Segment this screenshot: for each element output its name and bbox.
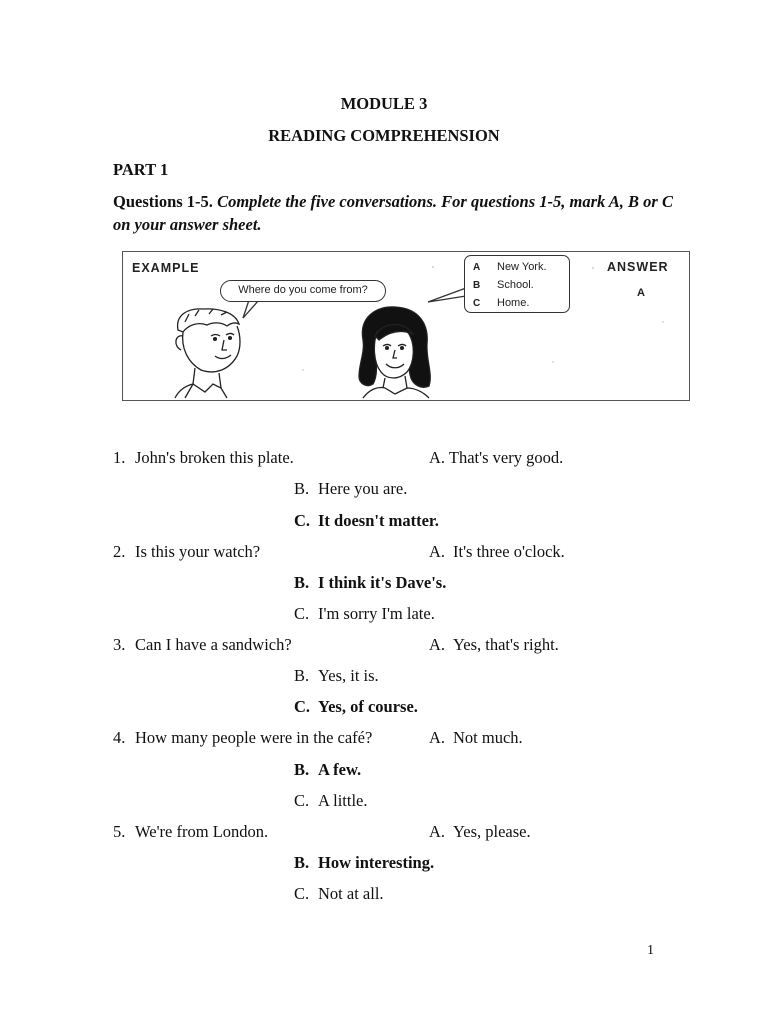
example-illustration	[123, 252, 689, 400]
option-letter: B.	[294, 573, 310, 592]
option-letter: A.	[429, 635, 446, 654]
option-text: That's very good.	[448, 448, 564, 467]
question-2	[113, 542, 260, 562]
example-choice-letter: A	[473, 262, 481, 273]
question-prompt: John's broken this plate.	[135, 448, 294, 467]
girl-figure	[359, 307, 430, 398]
example-choice-text: School.	[497, 279, 534, 291]
example-choice-c	[473, 297, 529, 309]
speech-bubble: Where do you come from?	[220, 280, 386, 302]
option-text: Yes, that's right.	[453, 635, 559, 654]
question-number: 1.	[113, 448, 126, 467]
boy-figure	[175, 309, 240, 398]
option-letter: B.	[294, 760, 310, 779]
example-choice-a	[473, 261, 547, 273]
option-letter: A.	[429, 728, 446, 747]
option-letter: C.	[294, 791, 310, 810]
question-4	[113, 728, 372, 748]
question-prompt: Can I have a sandwich?	[135, 635, 292, 654]
question-number: 4.	[113, 728, 126, 747]
option-text: Not at all.	[318, 884, 384, 903]
answer-label: ANSWER	[607, 260, 669, 274]
option-letter: A.	[429, 448, 446, 467]
example-choice-text: Home.	[497, 297, 530, 309]
option-1a	[429, 448, 563, 468]
option-text: It doesn't matter.	[318, 511, 439, 530]
option-text: A few.	[318, 760, 362, 779]
question-prompt: Is this your watch?	[135, 542, 261, 561]
option-letter: C.	[294, 604, 310, 623]
option-2c	[294, 604, 435, 624]
example-choice-letter: C	[473, 298, 481, 309]
option-2a	[429, 542, 565, 562]
question-1	[113, 448, 294, 468]
answer-value: A	[637, 287, 645, 299]
question-3	[113, 635, 292, 655]
page-number: 1	[647, 943, 654, 958]
section-title: READING COMPREHENSION	[268, 126, 500, 145]
module-title: MODULE 3	[340, 94, 428, 113]
option-5c	[294, 884, 384, 904]
part-heading: PART 1	[113, 160, 169, 179]
option-text: I think it's Dave's.	[318, 573, 447, 592]
example-choice-text: New York.	[497, 261, 547, 273]
option-letter: B.	[294, 479, 310, 498]
option-text: A little.	[318, 791, 368, 810]
example-choice-b	[473, 279, 534, 291]
option-letter: C.	[294, 511, 311, 530]
option-letter: A.	[429, 542, 446, 561]
option-4a	[429, 728, 523, 748]
example-label: EXAMPLE	[132, 261, 200, 275]
option-text: I'm sorry I'm late.	[318, 604, 435, 623]
option-text: How interesting.	[318, 853, 435, 872]
option-text: Yes, please.	[453, 822, 531, 841]
question-number: 5.	[113, 822, 126, 841]
option-letter: C.	[294, 697, 311, 716]
option-1b	[294, 479, 407, 499]
option-3b	[294, 666, 379, 686]
option-1c-correct	[294, 511, 439, 531]
question-number: 2.	[113, 542, 126, 561]
option-3c-correct	[294, 697, 418, 717]
option-text: Not much.	[453, 728, 523, 747]
option-letter: C.	[294, 884, 310, 903]
option-letter: B.	[294, 853, 310, 872]
option-5b-correct	[294, 853, 434, 873]
instructions	[113, 190, 673, 236]
option-4b-correct	[294, 760, 361, 780]
question-number: 3.	[113, 635, 126, 654]
option-4c	[294, 791, 368, 811]
option-letter: A.	[429, 822, 446, 841]
question-5	[113, 822, 268, 842]
question-prompt: We're from London.	[135, 822, 269, 841]
option-2b-correct	[294, 573, 446, 593]
example-choice-letter: B	[473, 280, 481, 291]
option-5a	[429, 822, 531, 842]
example-panel	[122, 251, 690, 401]
example-choices-box	[464, 255, 570, 313]
option-text: It's three o'clock.	[453, 542, 565, 561]
option-text: Yes, of course.	[318, 697, 418, 716]
option-letter: B.	[294, 666, 310, 685]
instructions-lead: Questions 1-5.	[113, 192, 213, 211]
option-3a	[429, 635, 559, 655]
question-prompt: How many people were in the café?	[135, 728, 373, 747]
instructions-text: Complete the five conversations. For questions 1-5, mark A, B or C on your answer sheet.	[113, 192, 673, 234]
option-text: Yes, it is.	[318, 666, 379, 685]
option-text: Here you are.	[318, 479, 408, 498]
